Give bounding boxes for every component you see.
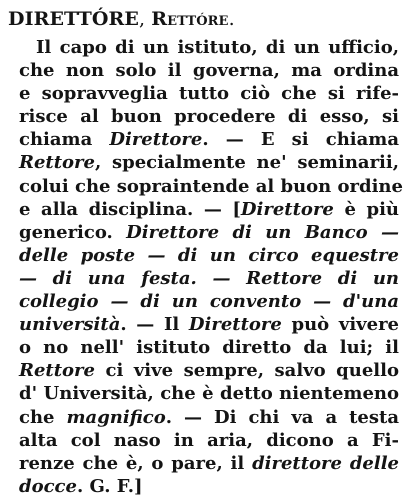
italic-text: Rettore [19, 360, 95, 382]
text-segment: può vivere [281, 314, 399, 336]
text-segment: . — E si chiama [202, 129, 399, 151]
text-segment: è più [333, 198, 399, 220]
italic-text: direttore delle [252, 452, 399, 474]
text-line [19, 429, 399, 452]
text-segment: generico. [19, 221, 127, 243]
text-line [19, 151, 399, 174]
text-segment: ci vive sempre, salvo quello [94, 360, 399, 382]
text-line [19, 36, 399, 59]
text-segment: . — Il [120, 314, 189, 336]
text-segment: che non solo il governa, ma ordina [19, 60, 399, 82]
text-line [19, 290, 399, 313]
italic-text: magnifico [66, 406, 166, 428]
italic-text: Direttore [188, 314, 282, 336]
italic-text: collegio — di un convento — d'una [19, 291, 399, 313]
entry-heading [8, 8, 235, 30]
text-segment: e sopravveglia tutto ciò che si rife- [19, 83, 399, 105]
text-segment: risce al buon procedere di esso, si [19, 106, 399, 128]
text-line [19, 382, 399, 405]
text-line [19, 221, 399, 244]
text-segment: e alla disciplina. — [ [19, 198, 241, 220]
text-segment: colui che sopraintende al buon ordine [19, 175, 403, 197]
italic-text: — di una festa. — Rettore di un [19, 267, 399, 289]
text-segment: , specialmente ne' seminarii, [94, 152, 399, 174]
italic-text: Direttore [109, 129, 203, 151]
text-line [19, 198, 399, 221]
headword-separator: , [138, 8, 152, 30]
text-segment: Il capo di un istituto, di un ufficio, [36, 37, 399, 58]
text-line [19, 105, 399, 128]
italic-text: delle poste — di un circo equestre [19, 244, 399, 266]
text-line [19, 359, 399, 382]
headword: DIRETTÓRE [8, 8, 139, 30]
text-segment: . G. F.] [76, 475, 143, 497]
italic-text: università [19, 314, 121, 336]
text-line [19, 59, 399, 82]
italic-text: Direttore di un Banco — [126, 221, 399, 243]
text-segment: renze che è, o pare, il [19, 452, 253, 474]
text-line [19, 475, 399, 498]
text-line [19, 313, 399, 336]
text-segment: che [19, 406, 67, 428]
text-segment: alta col naso in aria, dicono a Fi- [19, 429, 399, 451]
text-line [19, 406, 399, 429]
text-segment: d' Università, che è detto nientemeno [19, 383, 399, 405]
headword-terminator: . [228, 8, 235, 30]
italic-text: Rettore [19, 152, 95, 174]
synonym-headword: Rettóre [151, 8, 229, 30]
text-line [19, 267, 399, 290]
italic-text: Direttore [240, 198, 334, 220]
text-segment: . — Di chi va a testa [165, 406, 399, 428]
entry-definition [19, 36, 403, 498]
text-segment: chiama [19, 129, 110, 151]
text-line [19, 82, 399, 105]
text-line [19, 175, 403, 198]
text-line [19, 244, 399, 267]
text-line [19, 336, 399, 359]
italic-text: docce [19, 475, 77, 497]
text-line [19, 128, 399, 151]
text-segment: o no nell' istituto diretto da lui; il [19, 337, 399, 359]
text-line [19, 452, 399, 475]
